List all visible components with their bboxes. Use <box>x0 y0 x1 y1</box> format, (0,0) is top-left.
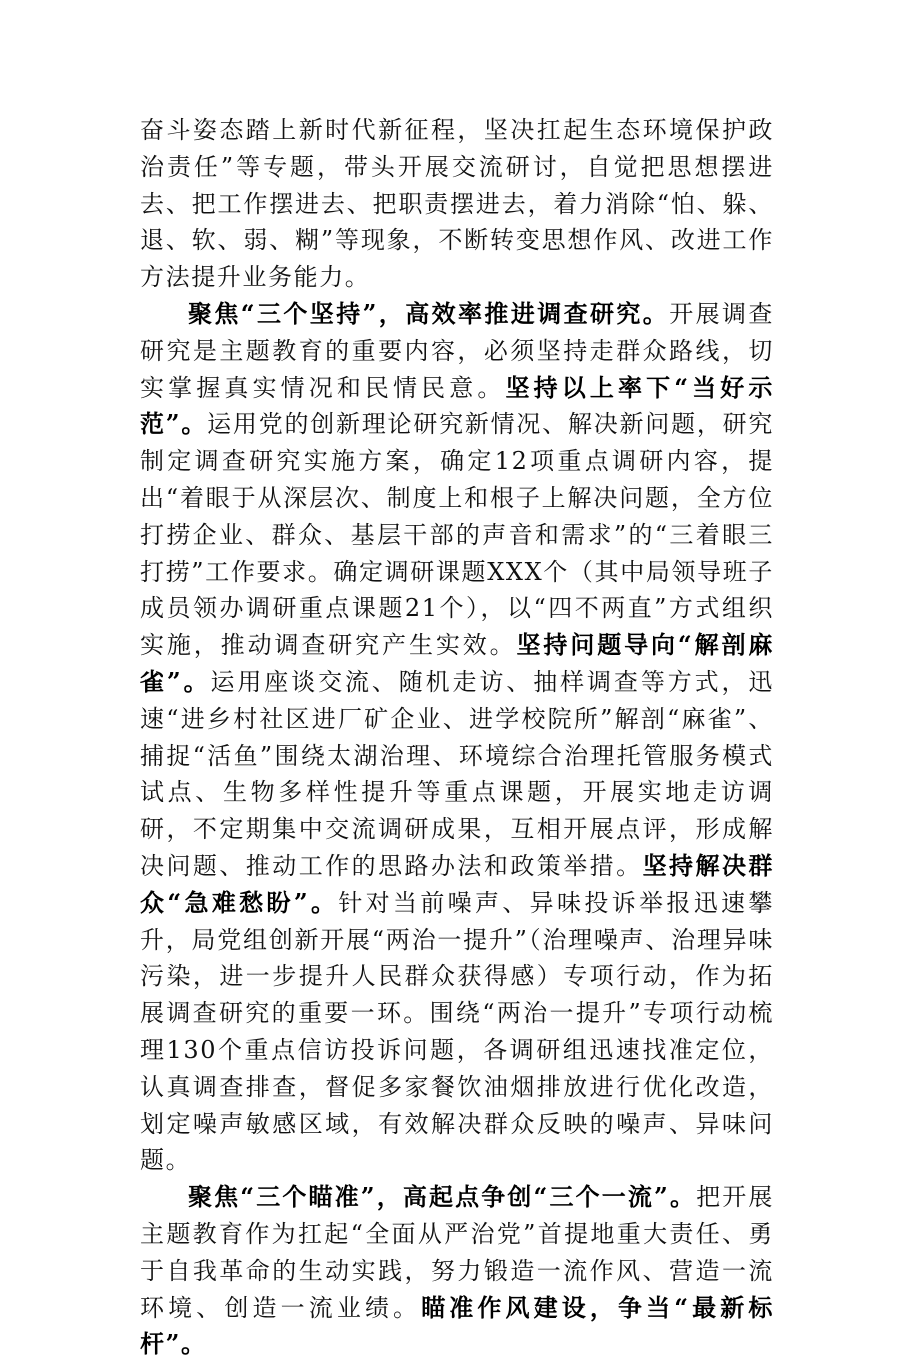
body-text: 把开展主题教育作为扛起“全面从严治党”首提地重大责任、勇于自我革命的生动实践，努力锻造一流作风、营造一流环境、创造一流业绩。 <box>140 1183 774 1322</box>
subheading: 坚持以上率下“当好示范”。 <box>140 372 774 439</box>
document-body <box>140 112 774 1363</box>
body-text: 针对当前噪声、异味投诉举报迅速攀升，局党组创新开展“两治一提升”（治理噪声、治理异味污染，进一步提升人民群众获得感）专项行动，作为拓展调查研究的重要一环。围绕“两治一提升”专项行动梳理130个重点信访投诉问题，各调研组迅速找准定位，认真调查排查，督促多家餐饮油烟排放进行优化改造，划定噪声敏感区域，有效解决群众反映的噪声、异味问题。 <box>140 888 774 1175</box>
body-text: 开展调查研究是主题教育的重要内容，必须坚持走群众路线，切实掌握真实情况和民情民意。 <box>140 299 774 402</box>
subheading: 瞄准作风建设，争当“最新标杆”。 <box>140 1292 775 1359</box>
body-text: 奋斗姿态踏上新时代新征程，坚决扛起生态环境保护政治责任”等专题，带头开展交流研讨，自觉把思想摆进去、把工作摆进去、把职责摆进去，着力消除“怕、躲、退、软、弱、糊”等现象，不断转变思想作风、改进工作方法提升业务能力。 <box>140 116 774 292</box>
paragraph-continuation <box>140 112 774 296</box>
subheading: 坚持问题导向“解剖麻雀”。 <box>140 630 774 696</box>
section-heading: 聚焦“三个坚持”，高效率推进调查研究。 <box>188 298 670 328</box>
section-heading: 聚焦“三个瞄准”，高起点争创“三个一流”。 <box>188 1182 697 1212</box>
paragraph-research <box>140 296 774 1179</box>
subheading: 坚持解决群众“急难愁盼”。 <box>140 850 775 917</box>
paragraph-first-class <box>140 1179 774 1363</box>
body-text: 运用党的创新理论研究新情况、解决新问题，研究制定调查研究实施方案，确定12项重点调研内容，提出“着眼于从深层次、制度上和根子上解决问题，全方位打捞企业、群众、基层干部的声音和需求”的“三着眼三打捞”工作要求。确定调研课题XXX个（其中局领导班子成员领办调研重点课题21个），以“四不两直”方式组织实施，推动调查研究产生实效。 <box>140 410 775 660</box>
body-text: 运用座谈交流、随机走访、抽样调查等方式，迅速“进乡村社区进厂矿企业、进学校院所”解剖“麻雀”、捕捉“活鱼”围绕太湖治理、环境综合治理托管服务模式试点、生物多样性提升等重点课题，开展实地走访调研，不定期集中交流调研成果，互相开展点评，形成解决问题、推动工作的思路办法和政策举措。 <box>140 667 774 880</box>
